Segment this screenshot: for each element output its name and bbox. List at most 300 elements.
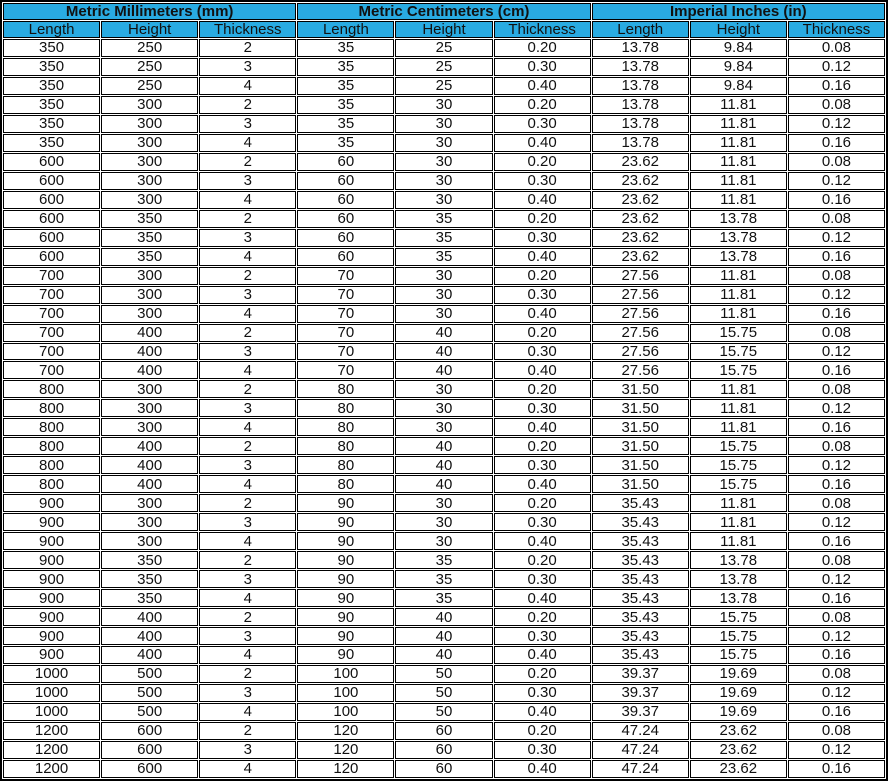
cell: 60	[395, 760, 492, 778]
cell: 25	[395, 39, 492, 57]
cell: 60	[395, 741, 492, 759]
cell: 0.20	[494, 380, 591, 398]
table-row	[3, 513, 885, 531]
cell: 0.16	[788, 305, 885, 323]
column-header-in-thickness: Thickness	[788, 21, 885, 38]
cell: 0.30	[494, 513, 591, 531]
cell: 300	[101, 494, 198, 512]
cell: 47.24	[592, 741, 689, 759]
cell: 2	[199, 608, 296, 626]
cell: 300	[101, 286, 198, 304]
cell: 31.50	[592, 475, 689, 493]
cell: 800	[3, 399, 100, 417]
cell: 80	[297, 380, 394, 398]
table-row	[3, 646, 885, 664]
table-row	[3, 324, 885, 342]
cell: 300	[101, 134, 198, 152]
table-row	[3, 58, 885, 76]
column-header-cm-height: Height	[395, 21, 492, 38]
cell: 120	[297, 760, 394, 778]
cell: 3	[199, 570, 296, 588]
table-row	[3, 134, 885, 152]
cell: 9.84	[690, 39, 787, 57]
cell: 0.40	[494, 589, 591, 607]
cell: 40	[395, 343, 492, 361]
cell: 30	[395, 267, 492, 285]
cell: 0.40	[494, 646, 591, 664]
cell: 11.81	[690, 96, 787, 114]
cell: 300	[101, 380, 198, 398]
cell: 40	[395, 475, 492, 493]
cell: 39.37	[592, 684, 689, 702]
cell: 0.12	[788, 741, 885, 759]
cell: 35.43	[592, 627, 689, 645]
cell: 0.20	[494, 39, 591, 57]
cell: 35.43	[592, 494, 689, 512]
cell: 11.81	[690, 380, 787, 398]
cell: 0.12	[788, 399, 885, 417]
cell: 15.75	[690, 627, 787, 645]
cell: 90	[297, 494, 394, 512]
cell: 15.75	[690, 456, 787, 474]
cell: 0.08	[788, 39, 885, 57]
table-body	[3, 39, 885, 778]
cell: 90	[297, 608, 394, 626]
cell: 600	[3, 248, 100, 266]
cell: 70	[297, 324, 394, 342]
cell: 23.62	[592, 229, 689, 247]
cell: 120	[297, 722, 394, 740]
cell: 27.56	[592, 267, 689, 285]
cell: 300	[101, 305, 198, 323]
table-row	[3, 456, 885, 474]
cell: 0.08	[788, 96, 885, 114]
table-row	[3, 741, 885, 759]
table-row	[3, 229, 885, 247]
cell: 600	[101, 722, 198, 740]
cell: 0.20	[494, 153, 591, 171]
cell: 600	[101, 760, 198, 778]
cell: 31.50	[592, 437, 689, 455]
cell: 0.30	[494, 456, 591, 474]
cell: 19.69	[690, 703, 787, 721]
cell: 2	[199, 665, 296, 683]
cell: 30	[395, 513, 492, 531]
cell: 0.40	[494, 760, 591, 778]
cell: 0.20	[494, 494, 591, 512]
cell: 500	[101, 703, 198, 721]
cell: 0.12	[788, 172, 885, 190]
cell: 900	[3, 570, 100, 588]
cell: 500	[101, 684, 198, 702]
cell: 350	[3, 58, 100, 76]
cell: 35	[297, 96, 394, 114]
cell: 800	[3, 380, 100, 398]
cell: 13.78	[592, 115, 689, 133]
cell: 0.30	[494, 343, 591, 361]
cell: 60	[395, 722, 492, 740]
cell: 23.62	[592, 153, 689, 171]
cell: 23.62	[592, 210, 689, 228]
cell: 30	[395, 115, 492, 133]
cell: 4	[199, 418, 296, 436]
cell: 35.43	[592, 532, 689, 550]
cell: 80	[297, 437, 394, 455]
cell: 0.30	[494, 570, 591, 588]
cell: 35	[395, 570, 492, 588]
cell: 15.75	[690, 343, 787, 361]
cell: 120	[297, 741, 394, 759]
cell: 31.50	[592, 418, 689, 436]
table-row	[3, 191, 885, 209]
cell: 400	[101, 361, 198, 379]
cell: 3	[199, 172, 296, 190]
cell: 35	[297, 39, 394, 57]
cell: 0.30	[494, 172, 591, 190]
cell: 0.16	[788, 760, 885, 778]
cell: 35	[395, 248, 492, 266]
cell: 35	[297, 134, 394, 152]
cell: 0.16	[788, 646, 885, 664]
cell: 90	[297, 532, 394, 550]
column-header-row	[3, 21, 885, 38]
table-row	[3, 627, 885, 645]
cell: 13.78	[690, 248, 787, 266]
cell: 30	[395, 153, 492, 171]
cell: 1000	[3, 703, 100, 721]
cell: 350	[101, 229, 198, 247]
cell: 0.20	[494, 608, 591, 626]
cell: 0.40	[494, 475, 591, 493]
cell: 2	[199, 722, 296, 740]
cell: 4	[199, 77, 296, 95]
table-row	[3, 210, 885, 228]
cell: 15.75	[690, 324, 787, 342]
cell: 19.69	[690, 665, 787, 683]
table-row	[3, 418, 885, 436]
cell: 30	[395, 380, 492, 398]
cell: 900	[3, 589, 100, 607]
cell: 11.81	[690, 532, 787, 550]
cell: 35.43	[592, 570, 689, 588]
cell: 0.40	[494, 418, 591, 436]
table-row	[3, 77, 885, 95]
cell: 350	[3, 134, 100, 152]
cell: 0.20	[494, 437, 591, 455]
column-header-mm-height: Height	[101, 21, 198, 38]
cell: 3	[199, 741, 296, 759]
cell: 300	[101, 96, 198, 114]
table-row	[3, 665, 885, 683]
cell: 90	[297, 570, 394, 588]
cell: 0.30	[494, 286, 591, 304]
cell: 0.16	[788, 77, 885, 95]
cell: 0.08	[788, 437, 885, 455]
cell: 0.12	[788, 58, 885, 76]
cell: 2	[199, 210, 296, 228]
cell: 0.16	[788, 532, 885, 550]
cell: 900	[3, 551, 100, 569]
cell: 27.56	[592, 286, 689, 304]
cell: 23.62	[690, 741, 787, 759]
cell: 13.78	[592, 77, 689, 95]
cell: 100	[297, 684, 394, 702]
table-row	[3, 305, 885, 323]
cell: 0.20	[494, 210, 591, 228]
cell: 300	[101, 513, 198, 531]
cell: 40	[395, 324, 492, 342]
cell: 0.20	[494, 551, 591, 569]
cell: 0.30	[494, 115, 591, 133]
column-header-in-height: Height	[690, 21, 787, 38]
cell: 0.40	[494, 191, 591, 209]
cell: 30	[395, 286, 492, 304]
cell: 4	[199, 361, 296, 379]
cell: 0.30	[494, 229, 591, 247]
cell: 350	[3, 115, 100, 133]
cell: 0.16	[788, 248, 885, 266]
cell: 2	[199, 39, 296, 57]
cell: 300	[101, 532, 198, 550]
cell: 23.62	[592, 172, 689, 190]
cell: 1000	[3, 665, 100, 683]
cell: 90	[297, 627, 394, 645]
cell: 15.75	[690, 361, 787, 379]
cell: 900	[3, 532, 100, 550]
cell: 0.12	[788, 343, 885, 361]
column-header-mm-length: Length	[3, 21, 100, 38]
table-row	[3, 722, 885, 740]
cell: 60	[297, 172, 394, 190]
cell: 40	[395, 437, 492, 455]
cell: 0.16	[788, 589, 885, 607]
cell: 0.20	[494, 665, 591, 683]
cell: 35	[395, 210, 492, 228]
cell: 0.16	[788, 134, 885, 152]
cell: 300	[101, 399, 198, 417]
cell: 80	[297, 418, 394, 436]
cell: 13.78	[592, 39, 689, 57]
cell: 40	[395, 646, 492, 664]
cell: 4	[199, 646, 296, 664]
cell: 70	[297, 361, 394, 379]
cell: 0.12	[788, 513, 885, 531]
table-row	[3, 361, 885, 379]
cell: 0.08	[788, 324, 885, 342]
group-header-row	[3, 3, 885, 20]
cell: 3	[199, 343, 296, 361]
cell: 23.62	[690, 722, 787, 740]
cell: 0.20	[494, 267, 591, 285]
cell: 3	[199, 684, 296, 702]
group-header-metric-mm: Metric Millimeters (mm)	[3, 3, 296, 20]
cell: 350	[101, 248, 198, 266]
cell: 0.40	[494, 703, 591, 721]
cell: 250	[101, 58, 198, 76]
table-row	[3, 96, 885, 114]
table-row	[3, 494, 885, 512]
cell: 400	[101, 456, 198, 474]
cell: 0.08	[788, 153, 885, 171]
cell: 23.62	[592, 248, 689, 266]
cell: 35	[395, 229, 492, 247]
cell: 250	[101, 39, 198, 57]
cell: 600	[3, 153, 100, 171]
cell: 11.81	[690, 153, 787, 171]
cell: 60	[297, 153, 394, 171]
cell: 60	[297, 229, 394, 247]
cell: 13.78	[592, 96, 689, 114]
cell: 15.75	[690, 646, 787, 664]
cell: 23.62	[690, 760, 787, 778]
group-header-imperial-in: Imperial Inches (in)	[592, 3, 885, 20]
cell: 13.78	[690, 551, 787, 569]
cell: 3	[199, 115, 296, 133]
cell: 700	[3, 343, 100, 361]
cell: 11.81	[690, 286, 787, 304]
cell: 25	[395, 58, 492, 76]
cell: 27.56	[592, 343, 689, 361]
cell: 0.40	[494, 77, 591, 95]
cell: 300	[101, 172, 198, 190]
cell: 11.81	[690, 134, 787, 152]
cell: 11.81	[690, 513, 787, 531]
cell: 700	[3, 361, 100, 379]
cell: 27.56	[592, 305, 689, 323]
cell: 500	[101, 665, 198, 683]
cell: 30	[395, 305, 492, 323]
cell: 400	[101, 646, 198, 664]
cell: 3	[199, 513, 296, 531]
cell: 2	[199, 96, 296, 114]
cell: 800	[3, 475, 100, 493]
cell: 0.40	[494, 134, 591, 152]
cell: 30	[395, 172, 492, 190]
cell: 30	[395, 399, 492, 417]
cell: 1200	[3, 722, 100, 740]
cell: 4	[199, 703, 296, 721]
table-row	[3, 570, 885, 588]
cell: 11.81	[690, 494, 787, 512]
cell: 9.84	[690, 58, 787, 76]
cell: 35	[297, 77, 394, 95]
column-header-mm-thickness: Thickness	[199, 21, 296, 38]
cell: 250	[101, 77, 198, 95]
cell: 11.81	[690, 115, 787, 133]
table-row	[3, 608, 885, 626]
cell: 2	[199, 551, 296, 569]
table-row	[3, 248, 885, 266]
cell: 300	[101, 418, 198, 436]
cell: 0.20	[494, 96, 591, 114]
cell: 350	[101, 589, 198, 607]
column-header-cm-length: Length	[297, 21, 394, 38]
cell: 350	[3, 39, 100, 57]
cell: 0.16	[788, 418, 885, 436]
cell: 0.40	[494, 532, 591, 550]
cell: 900	[3, 494, 100, 512]
cell: 35	[395, 589, 492, 607]
cell: 35	[297, 115, 394, 133]
cell: 13.78	[592, 58, 689, 76]
cell: 0.08	[788, 380, 885, 398]
table-row	[3, 703, 885, 721]
cell: 25	[395, 77, 492, 95]
cell: 0.30	[494, 741, 591, 759]
cell: 0.08	[788, 494, 885, 512]
cell: 0.30	[494, 684, 591, 702]
cell: 2	[199, 153, 296, 171]
cell: 300	[101, 115, 198, 133]
table-row	[3, 115, 885, 133]
group-header-metric-cm: Metric Centimeters (cm)	[297, 3, 590, 20]
table-row	[3, 551, 885, 569]
cell: 39.37	[592, 703, 689, 721]
cell: 30	[395, 96, 492, 114]
cell: 40	[395, 608, 492, 626]
cell: 35.43	[592, 608, 689, 626]
table-row	[3, 589, 885, 607]
cell: 2	[199, 494, 296, 512]
cell: 27.56	[592, 361, 689, 379]
table-row	[3, 532, 885, 550]
cell: 35	[395, 551, 492, 569]
cell: 4	[199, 589, 296, 607]
cell: 70	[297, 343, 394, 361]
cell: 900	[3, 513, 100, 531]
table-row	[3, 399, 885, 417]
cell: 4	[199, 532, 296, 550]
cell: 47.24	[592, 760, 689, 778]
cell: 400	[101, 475, 198, 493]
cell: 11.81	[690, 399, 787, 417]
cell: 13.78	[690, 229, 787, 247]
cell: 1000	[3, 684, 100, 702]
cell: 0.12	[788, 115, 885, 133]
table-row	[3, 475, 885, 493]
cell: 0.16	[788, 191, 885, 209]
cell: 19.69	[690, 684, 787, 702]
cell: 35.43	[592, 589, 689, 607]
cell: 80	[297, 456, 394, 474]
cell: 350	[3, 96, 100, 114]
cell: 3	[199, 456, 296, 474]
cell: 0.30	[494, 399, 591, 417]
cell: 2	[199, 380, 296, 398]
cell: 0.40	[494, 361, 591, 379]
cell: 60	[297, 210, 394, 228]
cell: 400	[101, 324, 198, 342]
cell: 60	[297, 248, 394, 266]
cell: 90	[297, 646, 394, 664]
cell: 35.43	[592, 513, 689, 531]
cell: 11.81	[690, 267, 787, 285]
table-row	[3, 760, 885, 778]
cell: 60	[297, 191, 394, 209]
cell: 4	[199, 248, 296, 266]
cell: 0.08	[788, 665, 885, 683]
cell: 39.37	[592, 665, 689, 683]
cell: 2	[199, 324, 296, 342]
cell: 15.75	[690, 437, 787, 455]
cell: 0.12	[788, 286, 885, 304]
cell: 900	[3, 608, 100, 626]
cell: 4	[199, 475, 296, 493]
cell: 11.81	[690, 172, 787, 190]
cell: 600	[101, 741, 198, 759]
cell: 3	[199, 229, 296, 247]
cell: 0.20	[494, 324, 591, 342]
